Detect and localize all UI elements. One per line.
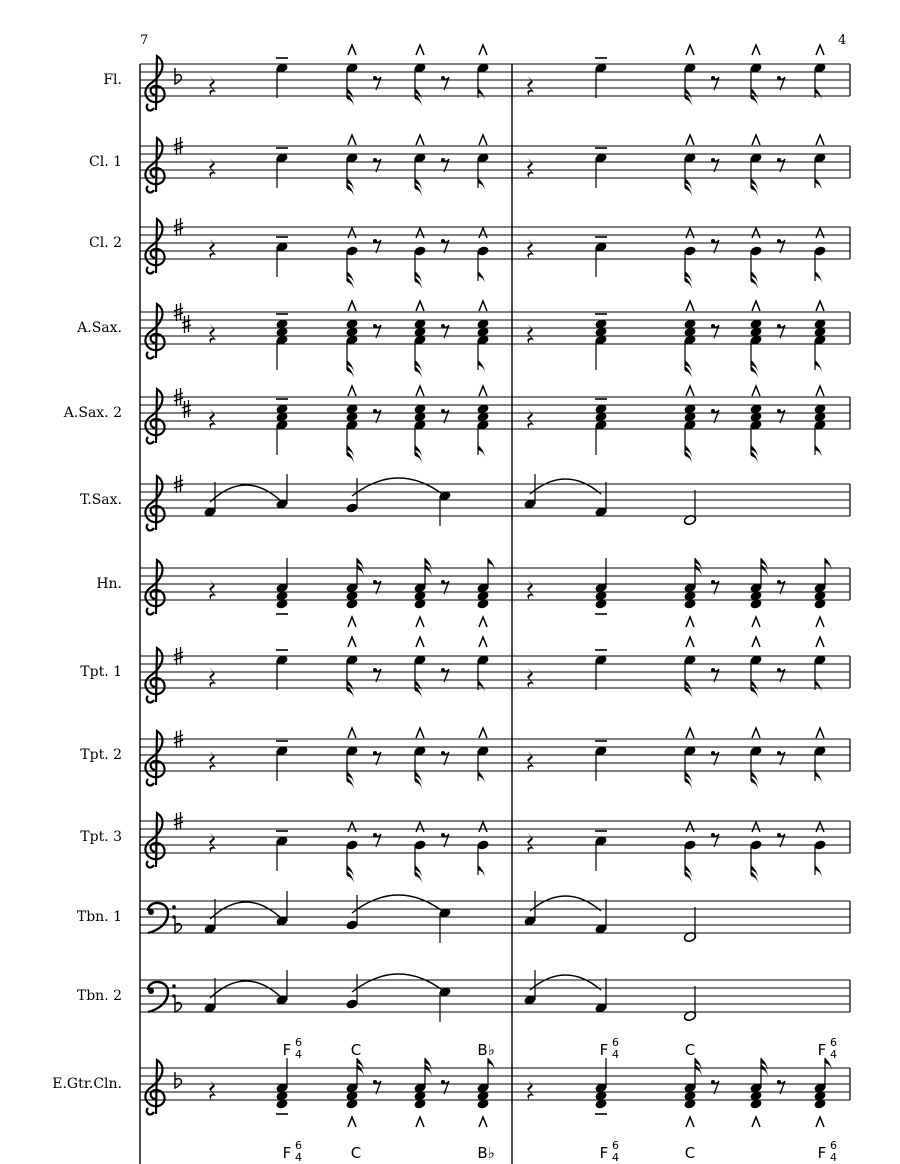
accent-mark — [686, 386, 694, 396]
staff-cl-2 — [89, 218, 850, 289]
flag — [695, 1064, 702, 1076]
flag — [685, 184, 692, 196]
chord-superscript: 6 — [830, 1139, 837, 1152]
accent-mark — [348, 1117, 356, 1127]
accent-mark — [686, 617, 694, 627]
accent-mark — [686, 45, 694, 55]
accent-mark — [479, 301, 487, 311]
accent-mark — [416, 135, 424, 145]
quarter-rest — [527, 409, 534, 429]
flag — [815, 178, 822, 190]
instrument-label: Tpt. 2 — [80, 747, 122, 763]
flag — [815, 680, 822, 692]
slur — [352, 895, 445, 913]
accent-mark — [816, 728, 824, 738]
chord-subscript: 4 — [612, 1151, 619, 1164]
flag — [415, 366, 422, 378]
quarter-rest — [209, 751, 216, 771]
accent-mark — [416, 637, 424, 647]
accent-mark — [479, 728, 487, 738]
accent-mark — [686, 822, 694, 832]
quarter-rest — [209, 580, 216, 600]
chord-superscript: 6 — [612, 1036, 619, 1049]
flag — [761, 564, 768, 576]
flag — [478, 680, 485, 692]
flag — [815, 771, 822, 783]
bass-clef-icon — [148, 982, 168, 1012]
accent-mark — [816, 822, 824, 832]
chord-root: B♭ — [477, 1041, 495, 1059]
staff-tpt-2 — [80, 728, 850, 789]
accent-mark — [686, 1117, 694, 1127]
accent-mark — [479, 617, 487, 627]
instrument-label: Tpt. 3 — [80, 829, 122, 845]
chord-root: B♭ — [477, 1144, 495, 1162]
staff-cl-1 — [89, 135, 850, 196]
chord-symbol — [818, 1139, 837, 1164]
accent-mark — [686, 637, 694, 647]
accent-mark — [416, 617, 424, 627]
accent-mark — [348, 617, 356, 627]
chord-subscript: 4 — [830, 1048, 837, 1061]
flag — [815, 445, 822, 457]
quarter-rest — [527, 751, 534, 771]
accent-mark — [816, 617, 824, 627]
chord-symbol — [600, 1139, 619, 1164]
flag — [751, 777, 758, 789]
chord-root: F — [282, 1144, 292, 1162]
flat-sign — [175, 68, 181, 84]
flag — [415, 451, 422, 463]
quarter-rest — [527, 158, 534, 178]
chord-symbol — [283, 1139, 302, 1164]
accent-mark — [479, 1117, 487, 1127]
flag — [815, 88, 822, 100]
instrument-label: Tbn. 2 — [76, 988, 122, 1004]
staff-tpt-1 — [80, 637, 850, 703]
flag — [751, 366, 758, 378]
accent-mark — [686, 728, 694, 738]
chord-root: C — [684, 1041, 696, 1059]
accent-mark — [416, 728, 424, 738]
quarter-rest — [527, 1080, 534, 1100]
accent-mark — [479, 135, 487, 145]
accent-mark — [752, 728, 760, 738]
accent-mark — [416, 228, 424, 238]
page-number: 4 — [838, 33, 847, 48]
accent-mark — [686, 228, 694, 238]
flag — [415, 777, 422, 789]
flag — [425, 564, 432, 576]
accent-mark — [686, 301, 694, 311]
chord-symbol — [818, 1036, 837, 1061]
bass-clef-icon — [148, 903, 168, 933]
accent-mark — [479, 228, 487, 238]
flag — [478, 271, 485, 283]
accent-mark — [348, 135, 356, 145]
instrument-label: A.Sax. — [77, 320, 122, 336]
chord-superscript: 6 — [295, 1139, 302, 1152]
slur — [210, 902, 282, 919]
chord-superscript: 6 — [295, 1036, 302, 1049]
flag — [685, 451, 692, 463]
chord-symbol — [685, 1041, 695, 1059]
accent-mark — [752, 228, 760, 238]
flag — [815, 360, 822, 372]
staff-tbn-2 — [77, 970, 850, 1022]
accent-mark — [348, 822, 356, 832]
chord-subscript: 4 — [295, 1048, 302, 1061]
accent-mark — [348, 637, 356, 647]
accent-mark — [816, 637, 824, 647]
instrument-label: T.Sax. — [79, 492, 122, 508]
accent-mark — [348, 228, 356, 238]
flag — [415, 871, 422, 883]
chord-symbol — [477, 1041, 494, 1059]
flag — [695, 564, 702, 576]
instrument-label: Tpt. 1 — [80, 664, 122, 680]
flag — [347, 871, 354, 883]
staff-tpt-3 — [80, 812, 850, 883]
accent-mark — [348, 45, 356, 55]
flag — [685, 777, 692, 789]
flag — [357, 564, 364, 576]
accent-mark — [752, 637, 760, 647]
accent-mark — [416, 45, 424, 55]
quarter-rest — [527, 668, 534, 688]
instrument-label: A.Sax. 2 — [63, 405, 122, 421]
accent-mark — [752, 386, 760, 396]
flag — [685, 366, 692, 378]
flag — [347, 451, 354, 463]
flag — [478, 865, 485, 877]
bass-clef-icon — [148, 988, 154, 994]
chord-symbol — [351, 1041, 361, 1059]
slur — [210, 485, 282, 502]
flag — [478, 360, 485, 372]
flag — [685, 871, 692, 883]
slur — [352, 478, 445, 496]
accent-mark — [816, 135, 824, 145]
accent-mark — [479, 822, 487, 832]
sharp-sign — [182, 315, 191, 333]
accent-mark — [816, 228, 824, 238]
flat-sign — [175, 1072, 181, 1088]
instrument-label: Fl. — [103, 72, 122, 88]
quarter-rest — [527, 76, 534, 96]
flag — [415, 184, 422, 196]
flag — [685, 277, 692, 289]
bass-clef-icon — [172, 984, 176, 988]
staff-hn- — [96, 558, 850, 627]
quarter-rest — [209, 668, 216, 688]
flag — [815, 865, 822, 877]
quarter-rest — [209, 1080, 216, 1100]
accent-mark — [479, 45, 487, 55]
chord-root: F — [817, 1041, 827, 1059]
quarter-rest — [527, 580, 534, 600]
quarter-rest — [209, 239, 216, 259]
accent-mark — [752, 822, 760, 832]
flag — [815, 271, 822, 283]
flag — [761, 1064, 768, 1076]
flag — [347, 777, 354, 789]
measure-number: 7 — [140, 33, 149, 48]
flag — [347, 277, 354, 289]
instrument-label: Hn. — [96, 576, 122, 592]
flag — [357, 1064, 364, 1076]
flag — [478, 88, 485, 100]
bass-clef-icon — [172, 905, 176, 909]
bass-clef-icon — [148, 909, 154, 915]
accent-mark — [686, 135, 694, 145]
quarter-rest — [527, 324, 534, 344]
quarter-rest — [209, 324, 216, 344]
quarter-rest — [527, 833, 534, 853]
accent-mark — [416, 822, 424, 832]
quarter-rest — [209, 833, 216, 853]
accent-mark — [416, 301, 424, 311]
flag — [415, 277, 422, 289]
chord-root: C — [350, 1041, 362, 1059]
accent-mark — [416, 1117, 424, 1127]
chord-subscript: 4 — [612, 1048, 619, 1061]
sharp-sign — [182, 400, 191, 418]
instrument-label: Cl. 1 — [89, 154, 122, 170]
staff-tbn-1 — [77, 891, 850, 943]
chord-root: F — [599, 1041, 609, 1059]
accent-mark — [816, 386, 824, 396]
accent-mark — [816, 1117, 824, 1127]
flag — [347, 184, 354, 196]
slur — [210, 981, 282, 998]
flag — [478, 771, 485, 783]
accent-mark — [479, 386, 487, 396]
instrument-label: Cl. 2 — [89, 235, 122, 251]
chord-root: F — [282, 1041, 292, 1059]
chord-root: F — [599, 1144, 609, 1162]
staff-a-sax-2 — [63, 386, 850, 463]
accent-mark — [348, 386, 356, 396]
accent-mark — [479, 637, 487, 647]
flag — [347, 366, 354, 378]
accent-mark — [816, 301, 824, 311]
chord-subscript: 4 — [295, 1151, 302, 1164]
chord-subscript: 4 — [830, 1151, 837, 1164]
accent-mark — [816, 45, 824, 55]
instrument-label: E.Gtr.Cln. — [52, 1076, 122, 1092]
flag — [478, 178, 485, 190]
quarter-rest — [209, 76, 216, 96]
staff-a-sax- — [76, 301, 850, 378]
quarter-rest — [527, 239, 534, 259]
flag — [425, 1064, 432, 1076]
staff-e-gtr-cln- — [52, 1058, 850, 1127]
flag — [751, 277, 758, 289]
quarter-rest — [209, 409, 216, 429]
flag — [478, 445, 485, 457]
slur — [352, 974, 445, 992]
chord-root: F — [817, 1144, 827, 1162]
staff-fl- — [103, 45, 850, 111]
chord-root: C — [350, 1144, 362, 1162]
chord-symbol — [600, 1036, 619, 1061]
accent-mark — [752, 617, 760, 627]
accent-mark — [752, 45, 760, 55]
chord-superscript: 6 — [612, 1139, 619, 1152]
chord-symbol — [283, 1036, 302, 1061]
accent-mark — [752, 301, 760, 311]
flag — [751, 451, 758, 463]
accent-mark — [752, 1117, 760, 1127]
accent-mark — [348, 728, 356, 738]
instrument-label: Tbn. 1 — [76, 909, 122, 925]
accent-mark — [752, 135, 760, 145]
flag — [751, 871, 758, 883]
chord-symbol — [477, 1144, 494, 1162]
quarter-rest — [209, 158, 216, 178]
chord-superscript: 6 — [830, 1036, 837, 1049]
chord-root: C — [684, 1144, 696, 1162]
flag — [751, 184, 758, 196]
accent-mark — [416, 386, 424, 396]
accent-mark — [348, 301, 356, 311]
chord-symbol — [685, 1144, 695, 1162]
staff-t-sax- — [80, 474, 850, 531]
chord-symbol — [351, 1144, 361, 1162]
